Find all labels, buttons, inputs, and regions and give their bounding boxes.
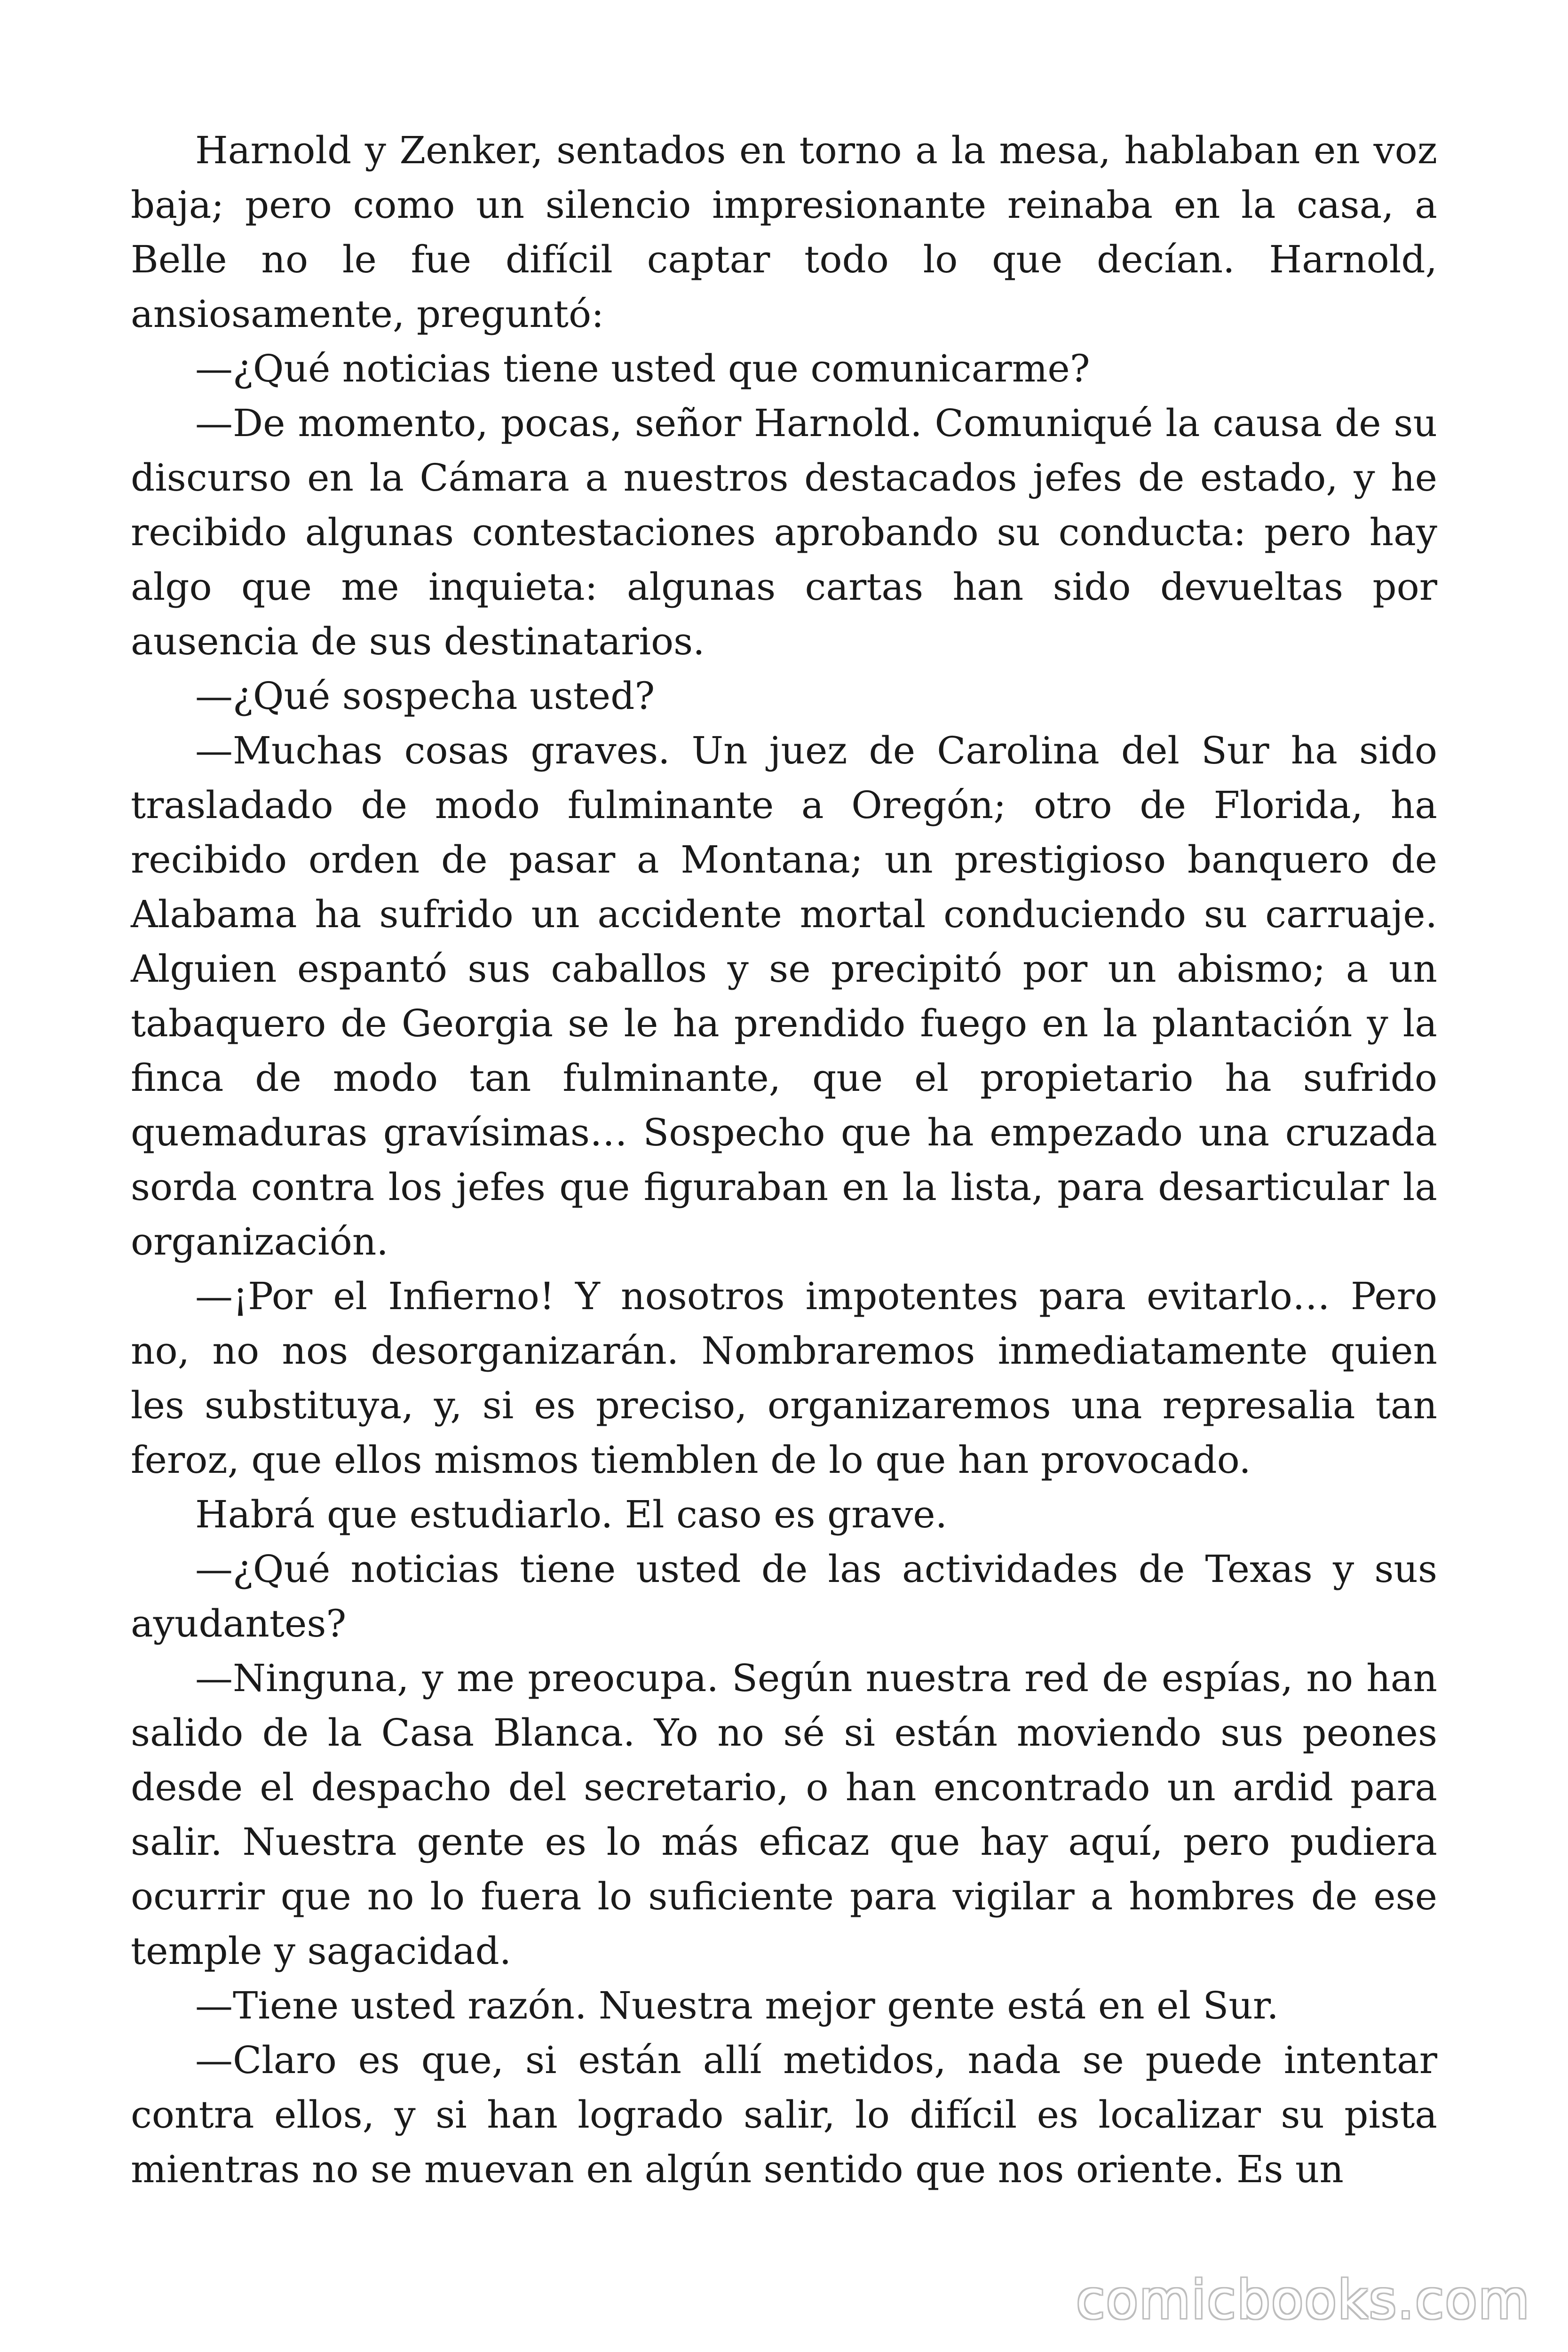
paragraph-8: —¿Qué noticias tiene usted de las actividades de Texas y sus ayudantes?: [131, 1547, 1437, 1645]
paragraph-7: Habrá que estudiarlo. El caso es grave.: [195, 1493, 948, 1536]
paragraph-1: Harnold y Zenker, sentados en torno a la mesa, hablaban en voz baja; pero como un silencio impresionante reinaba en la casa, a Belle no le fue difícil captar todo lo que decían. Harnold, ansiosamente, preguntó:: [131, 128, 1437, 336]
paragraph-6: —¡Por el Infierno! Y nosotros impotentes para evitarlo… Pero no, no nos desorganizarán. Nombraremos inmediatamente quien les substituya, y, si es preciso, organizaremos una represalia tan feroz, que ellos mismos tiemblen de lo que han provocado.: [131, 1274, 1437, 1482]
paragraph-2: —¿Qué noticias tiene usted que comunicarme?: [195, 347, 1090, 390]
page-body: [131, 123, 1437, 2197]
paragraph-4: —¿Qué sospecha usted?: [195, 674, 655, 718]
paragraph-9: —Ninguna, y me preocupa. Según nuestra red de espías, no han salido de la Casa Blanca. Yo no sé si están moviendo sus peones desde el despacho del secretario, o han encontrado un ardid para salir. Nuestra gente es lo más eficaz que hay aquí, pero pudiera ocurrir que no lo fuera lo suficiente para vigilar a hombres de ese temple y sagacidad.: [131, 1656, 1437, 1973]
paragraph-5: —Muchas cosas graves. Un juez de Carolina del Sur ha sido trasladado de modo fulminante a Oregón; otro de Florida, ha recibido orden de pasar a Montana; un prestigioso banquero de Alabama ha sufrido un accidente mortal conduciendo su carruaje. Alguien espantó sus caballos y se precipitó por un abismo; a un tabaquero de Georgia se le ha prendido fuego en la plantación y la finca de modo tan fulminante, que el propietario ha sufrido quemaduras gravísimas… Sospecho que ha empezado una cruzada sorda contra los jefes que figuraban en la lista, para desarticular la organización.: [131, 729, 1437, 1263]
paragraph-10: —Tiene usted razón. Nuestra mejor gente está en el Sur.: [195, 1984, 1279, 2027]
watermark: comicbooks.com: [1076, 2270, 1530, 2331]
paragraph-11: —Claro es que, si están allí metidos, nada se puede intentar contra ellos, y si han logrado salir, lo difícil es localizar su pista mientras no se muevan en algún sentido que nos oriente. Es un: [131, 2038, 1437, 2191]
paragraph-3: —De momento, pocas, señor Harnold. Comuniqué la causa de su discurso en la Cámara a nuestros destacados jefes de estado, y he recibido algunas contestaciones aprobando su conducta: pero hay algo que me inquieta: algunas cartas han sido devueltas por ausencia de sus destinatarios.: [131, 401, 1437, 663]
